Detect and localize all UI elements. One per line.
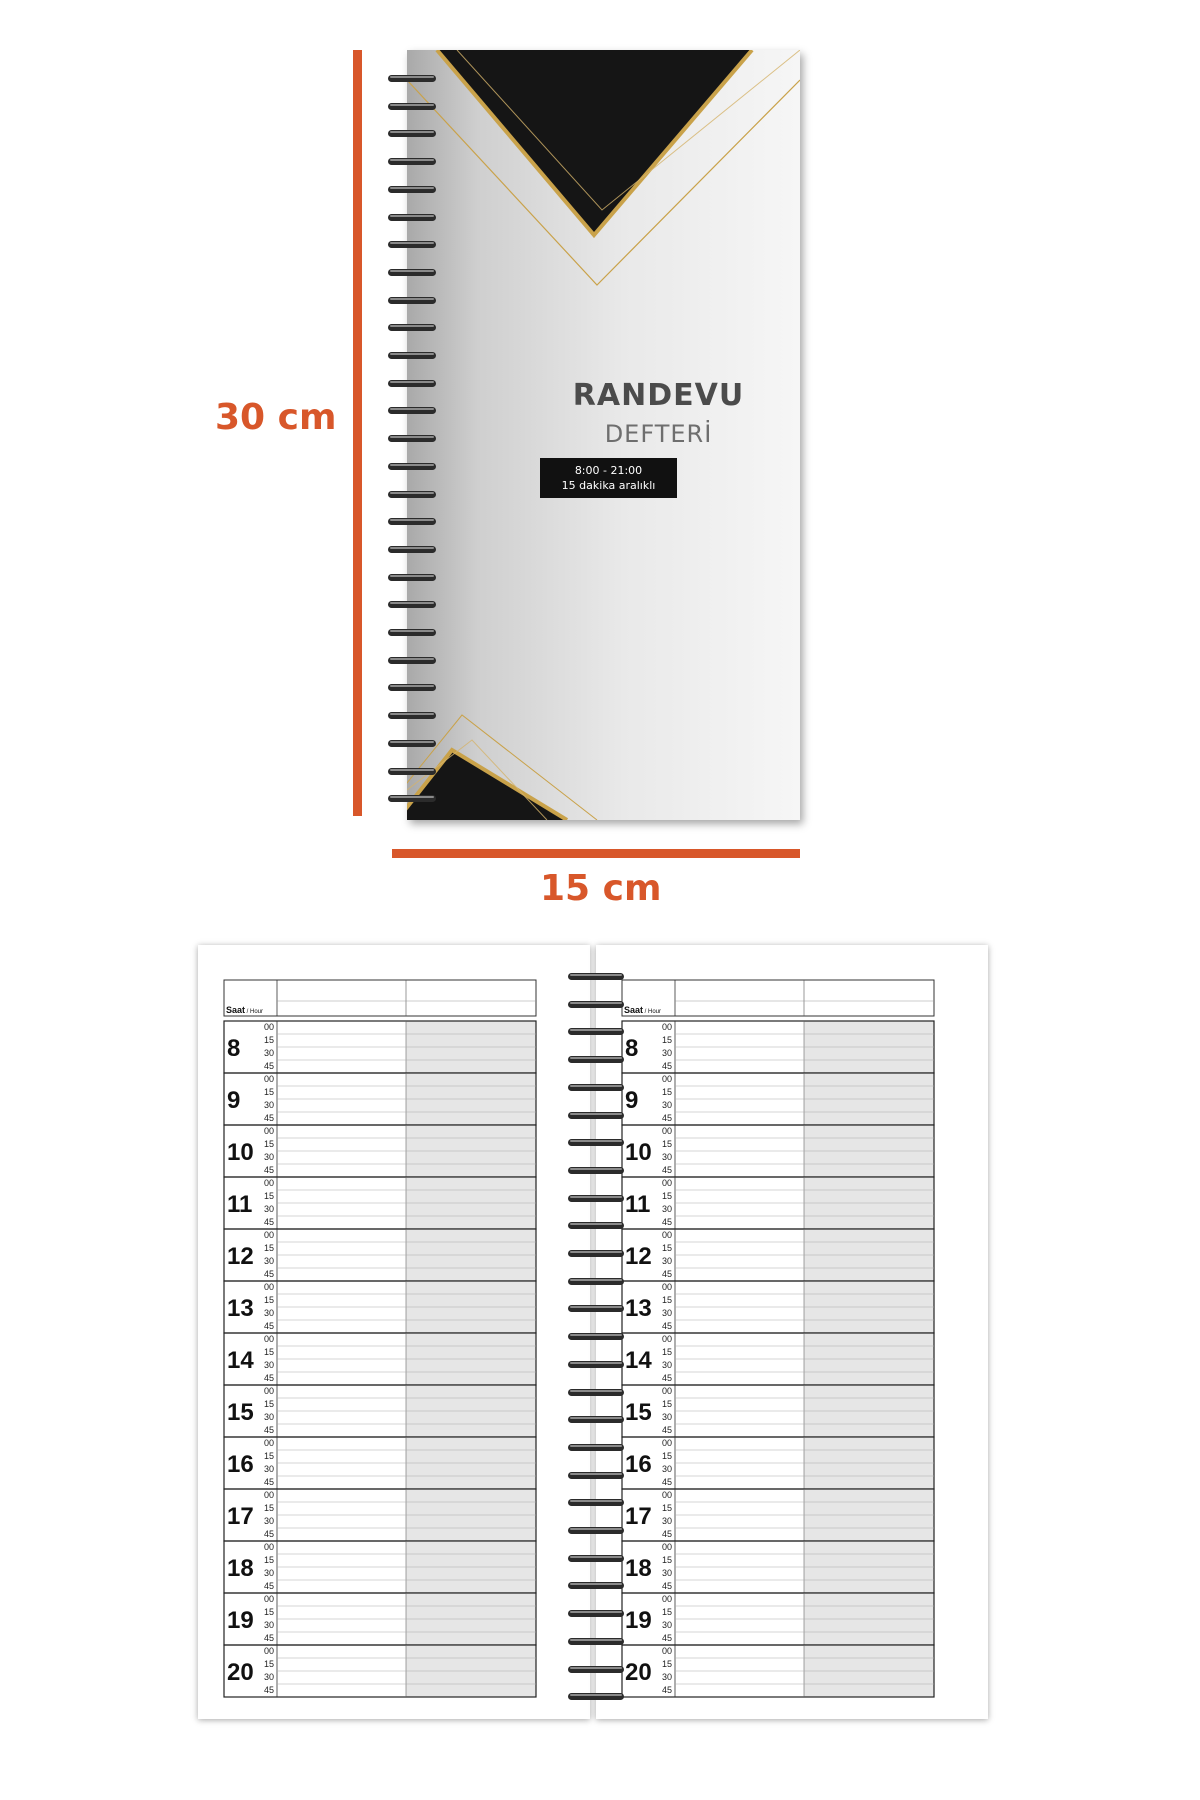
minute-label: 15 [662,1243,673,1253]
minute-label: 45 [662,1321,673,1331]
hour-label: 15 [227,1399,254,1426]
cover-spiral-coil [388,458,436,470]
cover-spiral-coil [388,596,436,608]
minute-label: 30 [662,1360,673,1370]
minute-label: 15 [264,1191,275,1201]
minute-label: 30 [662,1204,673,1214]
hour-label: 20 [227,1659,254,1686]
hour-label: 12 [227,1243,254,1270]
minute-label: 30 [264,1256,275,1266]
minute-label: 30 [264,1620,275,1630]
cover-spiral-coil [388,125,436,137]
minute-label: 45 [662,1477,673,1487]
minute-label: 00 [662,1178,673,1188]
hour-label: 10 [625,1139,652,1166]
cover-title: RANDEVU [572,378,745,413]
minute-label: 00 [662,1646,673,1656]
minute-label: 00 [662,1074,673,1084]
minute-label: 15 [264,1503,275,1513]
right-page-grid [596,945,988,1719]
center-spiral-coil [568,1494,624,1506]
minute-label: 30 [264,1360,275,1370]
cover-spiral-coil [388,375,436,387]
center-spiral-coil [568,1550,624,1562]
hour-label: 19 [227,1607,254,1634]
minute-label: 15 [662,1659,673,1669]
minute-label: 30 [264,1568,275,1578]
minute-label: 30 [662,1308,673,1318]
minute-label: 30 [264,1464,275,1474]
minute-label: 30 [662,1048,673,1058]
hour-label: 13 [227,1295,254,1322]
center-spiral-coil [568,1217,624,1229]
minute-label: 00 [662,1542,673,1552]
cover-spiral-coil [388,735,436,747]
center-spiral-coil [568,1605,624,1617]
center-spiral-coil [568,1439,624,1451]
cover-interval: 15 dakika aralıklı [561,479,656,492]
center-spiral-coil [568,996,624,1008]
cover-spiral-coil [388,98,436,110]
minute-label: 00 [662,1022,673,1032]
header-label: Saat / Hour [226,1005,264,1015]
hour-label: 13 [625,1295,652,1322]
minute-label: 15 [264,1451,275,1461]
left-page [198,945,590,1719]
minute-label: 30 [662,1256,673,1266]
minute-label: 15 [264,1035,275,1045]
minute-label: 15 [662,1555,673,1565]
width-dimension-label: 15 cm [540,868,662,909]
center-spiral-coil [568,1051,624,1063]
minute-label: 45 [264,1685,275,1695]
cover-spiral-coil [388,707,436,719]
hour-label: 9 [227,1087,241,1114]
minute-label: 30 [662,1412,673,1422]
center-spiral-coil [568,1273,624,1285]
minute-label: 15 [662,1399,673,1409]
hour-label: 9 [625,1087,639,1114]
cover-spiral-coil [388,70,436,82]
cover-spiral-coil [388,790,436,802]
cover-spiral-coil [388,541,436,553]
minute-label: 15 [662,1139,673,1149]
hour-label: 19 [625,1607,652,1634]
minute-label: 30 [662,1464,673,1474]
minute-label: 45 [264,1633,275,1643]
minute-label: 00 [662,1490,673,1500]
minute-label: 00 [264,1542,275,1552]
minute-label: 00 [264,1178,275,1188]
cover-spiral-coil [388,181,436,193]
minute-label: 45 [264,1581,275,1591]
hour-label: 8 [625,1035,639,1062]
minute-label: 15 [264,1295,275,1305]
minute-label: 00 [264,1438,275,1448]
minute-label: 15 [662,1607,673,1617]
hour-label: 14 [625,1347,652,1374]
minute-label: 15 [264,1607,275,1617]
minute-label: 45 [662,1113,673,1123]
bottom-black-triangle [407,750,567,820]
minute-label: 00 [662,1438,673,1448]
minute-label: 30 [264,1152,275,1162]
center-spiral-coil [568,1384,624,1396]
cover-spiral-coil [388,763,436,775]
center-spiral-coil [568,1107,624,1119]
minute-label: 30 [662,1516,673,1526]
minute-label: 15 [662,1087,673,1097]
center-spiral-coil [568,1522,624,1534]
minute-label: 15 [662,1295,673,1305]
minute-label: 45 [662,1165,673,1175]
minute-label: 15 [264,1555,275,1565]
minute-label: 00 [662,1282,673,1292]
minute-label: 00 [264,1646,275,1656]
minute-label: 45 [264,1477,275,1487]
minute-label: 15 [264,1243,275,1253]
cover-spiral-coil [388,402,436,414]
minute-label: 00 [264,1230,275,1240]
minute-label: 00 [662,1386,673,1396]
height-dimension-line [353,50,362,816]
minute-label: 15 [264,1087,275,1097]
minute-label: 00 [264,1594,275,1604]
hour-label: 11 [625,1191,651,1218]
hour-label: 16 [625,1451,652,1478]
cover-spiral-coil [388,624,436,636]
minute-label: 15 [662,1191,673,1201]
minute-label: 45 [662,1529,673,1539]
center-spiral-coil [568,1411,624,1423]
center-spiral-coil [568,968,624,980]
center-spiral-coil [568,1023,624,1035]
minute-label: 45 [264,1165,275,1175]
minute-label: 45 [264,1529,275,1539]
minute-label: 45 [264,1217,275,1227]
minute-label: 45 [662,1633,673,1643]
minute-label: 00 [662,1594,673,1604]
minute-label: 45 [662,1217,673,1227]
minute-label: 30 [264,1672,275,1682]
header-label: Saat / Hour [624,1005,662,1015]
cover-spiral-coil [388,347,436,359]
cover-spiral-coil [388,319,436,331]
cover-spiral-coil [388,652,436,664]
center-spiral-coil [568,1356,624,1368]
minute-label: 45 [264,1425,275,1435]
minute-label: 15 [662,1451,673,1461]
cover-spiral-coil [388,430,436,442]
center-spiral-coil [568,1190,624,1202]
center-spiral-coil [568,1134,624,1146]
minute-label: 45 [264,1373,275,1383]
cover-spiral-coil [388,679,436,691]
minute-label: 00 [264,1386,275,1396]
minute-label: 00 [264,1074,275,1084]
center-spiral-coil [568,1467,624,1479]
minute-label: 00 [662,1126,673,1136]
minute-label: 15 [264,1139,275,1149]
minute-label: 45 [662,1061,673,1071]
hour-label: 10 [227,1139,254,1166]
minute-label: 30 [264,1412,275,1422]
center-spiral-coil [568,1688,624,1700]
minute-label: 15 [662,1503,673,1513]
minute-label: 45 [264,1113,275,1123]
minute-label: 00 [264,1282,275,1292]
hour-label: 20 [625,1659,652,1686]
minute-label: 00 [264,1490,275,1500]
minute-label: 30 [264,1308,275,1318]
minute-label: 15 [264,1347,275,1357]
cover-time-box [540,458,677,498]
minute-label: 30 [264,1100,275,1110]
height-dimension-label: 30 cm [215,397,337,438]
cover-spiral-coil [388,513,436,525]
header-box [622,980,934,1016]
hour-label: 18 [625,1555,652,1582]
minute-label: 00 [264,1126,275,1136]
center-spiral-coil [568,1633,624,1645]
minute-label: 45 [662,1269,673,1279]
minute-label: 00 [662,1334,673,1344]
left-page-grid [198,945,590,1719]
cover-time-range: 8:00 - 21:00 [574,464,643,477]
center-spiral-coil [568,1245,624,1257]
minute-label: 45 [264,1321,275,1331]
hour-label: 8 [227,1035,241,1062]
header-box [224,980,536,1016]
minute-label: 45 [662,1685,673,1695]
minute-label: 30 [662,1568,673,1578]
minute-label: 15 [264,1659,275,1669]
notebook-cover [407,50,800,820]
width-dimension-line [392,849,800,858]
minute-label: 30 [264,1516,275,1526]
minute-label: 30 [264,1048,275,1058]
minute-label: 30 [662,1672,673,1682]
minute-label: 15 [662,1347,673,1357]
minute-label: 45 [264,1269,275,1279]
minute-label: 15 [662,1035,673,1045]
minute-label: 30 [264,1204,275,1214]
hour-label: 18 [227,1555,254,1582]
cover-spiral-coil [388,264,436,276]
center-spiral-coil [568,1162,624,1174]
minute-label: 15 [264,1399,275,1409]
hour-label: 17 [227,1503,254,1530]
cover-subtitle: DEFTERİ [604,420,713,448]
center-spiral-coil [568,1300,624,1312]
minute-label: 45 [662,1425,673,1435]
minute-label: 45 [662,1373,673,1383]
hour-label: 12 [625,1243,652,1270]
minute-label: 45 [662,1581,673,1591]
center-spiral-coil [568,1328,624,1340]
hour-label: 15 [625,1399,652,1426]
cover-spiral-coil [388,569,436,581]
minute-label: 30 [662,1152,673,1162]
center-spiral-coil [568,1577,624,1589]
minute-label: 00 [662,1230,673,1240]
hour-label: 11 [227,1191,253,1218]
minute-label: 00 [264,1022,275,1032]
minute-label: 30 [662,1620,673,1630]
hour-label: 14 [227,1347,254,1374]
hour-label: 16 [227,1451,254,1478]
right-page [596,945,988,1719]
cover-spiral-coil [388,153,436,165]
hour-label: 17 [625,1503,652,1530]
minute-label: 45 [264,1061,275,1071]
minute-label: 30 [662,1100,673,1110]
cover-spiral-coil [388,292,436,304]
minute-label: 00 [264,1334,275,1344]
top-black-triangle [437,50,752,235]
center-spiral-coil [568,1079,624,1091]
cover-spiral-coil [388,486,436,498]
center-spiral-coil [568,1661,624,1673]
cover-spiral-coil [388,236,436,248]
cover-spiral-coil [388,209,436,221]
